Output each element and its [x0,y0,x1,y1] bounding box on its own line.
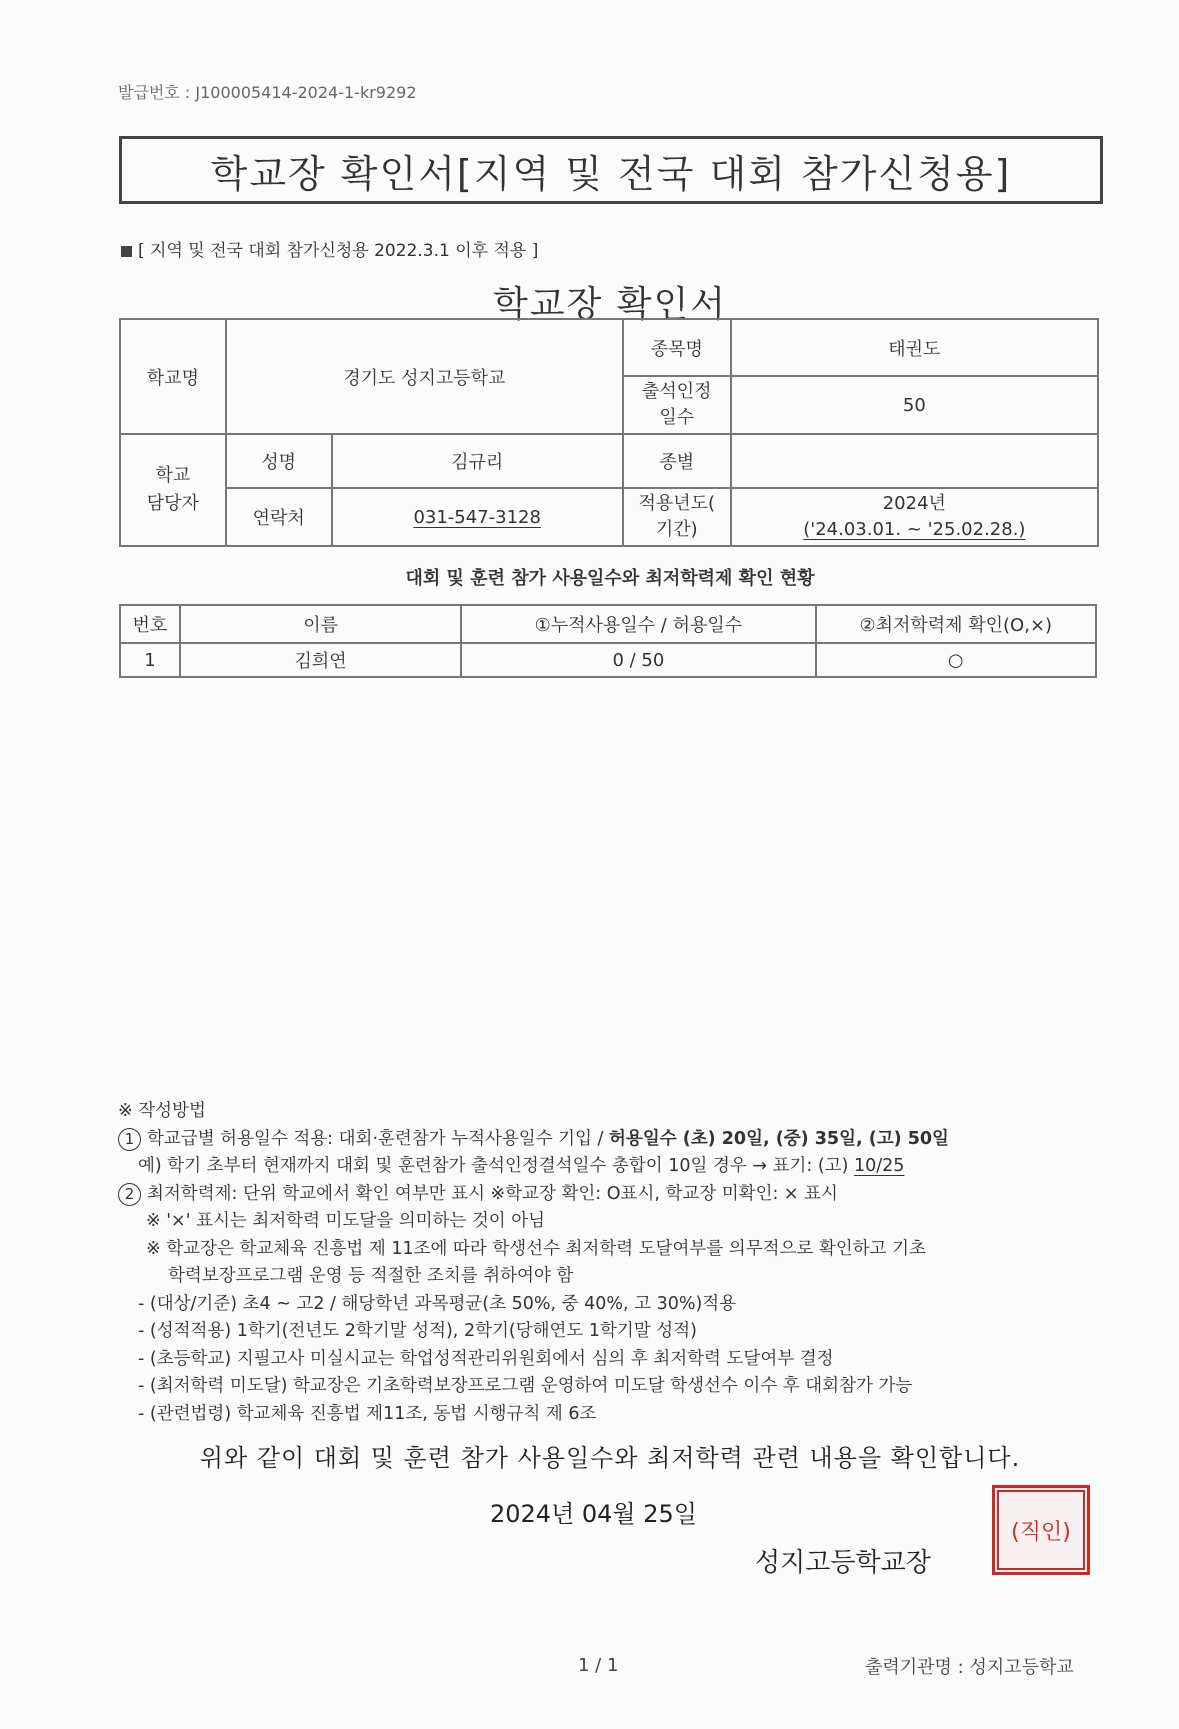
status-title: 대회 및 훈련 참가 사용일수와 최저학력제 확인 현황 [405,568,815,589]
school-name-value: 경기도 성지고등학교 [226,319,623,434]
guide-line-1-text: 학교급별 허용일수 적용: 대회·훈련참가 누적사용일수 기입 / [147,1128,610,1149]
row-number: 1 [120,643,180,677]
guide-line-4: ※ '×' 표시는 최저학력 미도달을 의미하는 것이 아님 [146,1211,546,1231]
guide-line-3-text: 최저학력제: 단위 학교에서 확인 여부만 표시 ※학교장 확인: O표시, 학교장 미확인: × 표시 [147,1183,838,1204]
info-table [119,318,1099,547]
confirm-statement: 위와 같이 대회 및 훈련 참가 사용일수와 최저학력 관련 내용을 확인합니다. [199,1444,1021,1472]
seal-inner: (직인) [997,1490,1085,1570]
event-value: 태권도 [731,319,1098,376]
event-label: 종목명 [623,319,731,376]
attendance-label: 출석인정 일수 [623,376,731,434]
guide-line-2-example: 10/25 [853,1156,905,1176]
guide-line-7: - (대상/기준) 초4 ~ 고2 / 해당학년 과목평균(초 50%, 중 40%, 고 30%)적용 [138,1293,737,1314]
year-label: 적용년도( 기간) [623,488,731,546]
guide-line-5: ※ 학교장은 학교체육 진흥법 제 11조에 따라 학생선수 최저학력 도달여부를 의무적으로 확인하고 기초 [146,1238,926,1259]
status-table [119,604,1097,678]
contact-label: 연락처 [226,488,332,546]
writing-guide [118,1098,1018,1428]
guide-line-11: - (관련법령) 학교체육 진흥법 제11조, 동법 시행규칙 제 6조 [138,1403,597,1424]
issue-number: 발급번호 : J100005414-2024-1-kr9292 [118,83,417,102]
square-bullet-icon [121,246,132,257]
circled-number-1: 1 [118,1128,141,1151]
contact-cell [332,488,623,546]
table-row [120,643,1096,677]
page-number: 1 / 1 [578,1655,619,1676]
name-label: 성명 [226,434,332,488]
principal-name: 성지고등학교장 [755,1548,931,1578]
apply-note [121,236,538,261]
main-title: 학교장 확인서[지역 및 전국 대회 참가신청용] [119,136,1103,204]
period-value: ('24.03.01. ~ '25.02.28.) [803,519,1026,540]
issue-date: 2024년 04월 25일 [490,1500,697,1528]
status-header-row [120,605,1096,643]
attendance-value: 50 [731,376,1098,434]
manager-label: 학교 담당자 [120,434,226,546]
guide-line-8: - (성적적용) 1학기(전년도 2학기말 성적), 2학기(당해연도 1학기말 성적) [138,1321,697,1341]
header-used-days: ①누적사용일수 / 허용일수 [461,605,815,643]
guide-line-3 [118,1181,1018,1209]
guide-line-10: - (최저학력 미도달) 학교장은 기초학력보장프로그램 운영하여 미도달 학생선수 이수 후 대회참가 가능 [138,1376,913,1396]
apply-note-text: [ 지역 및 전국 대회 참가신청용 2022.3.1 이후 적용 ] [138,241,539,261]
row-name: 김희연 [180,643,461,677]
type-label: 종별 [623,434,731,488]
row-min-academic: ○ [816,643,1096,677]
school-name-label: 학교명 [120,319,226,434]
name-value: 김규리 [332,434,623,488]
circled-number-2: 2 [118,1183,141,1206]
guide-line-1-bold: 허용일수 (초) 20일, (중) 35일, (고) 50일 [609,1128,949,1149]
printer-institution: 출력기관명 : 성지고등학교 [865,1657,1074,1678]
guide-line-1 [118,1126,1018,1154]
contact-value: 031-547-3128 [413,506,541,528]
row-used-days: 0 / 50 [461,643,815,677]
guide-line-2 [118,1153,1018,1181]
guide-line-2-text: 예) 학기 초부터 현재까지 대회 및 훈련참가 출석인정결석일수 총합이 10일 경우 → 표기: (고) [138,1156,854,1176]
year-value: 2024년 [882,493,946,514]
header-name: 이름 [180,605,461,643]
subtitle: 학교장 확인서 [492,284,728,325]
guide-line-6: 학력보장프로그램 운영 등 적절한 조치를 취하여야 함 [168,1266,574,1286]
year-cell [731,488,1098,546]
official-seal-icon [992,1485,1090,1575]
guide-heading: ※ 작성방법 [118,1101,206,1121]
type-value [731,434,1098,488]
header-min-academic: ②최저학력제 확인(O,×) [816,605,1096,643]
guide-line-9: - (초등학교) 지필고사 미실시교는 학업성적관리위원회에서 심의 후 최저학력 도달여부 결정 [138,1348,834,1369]
header-number: 번호 [120,605,180,643]
